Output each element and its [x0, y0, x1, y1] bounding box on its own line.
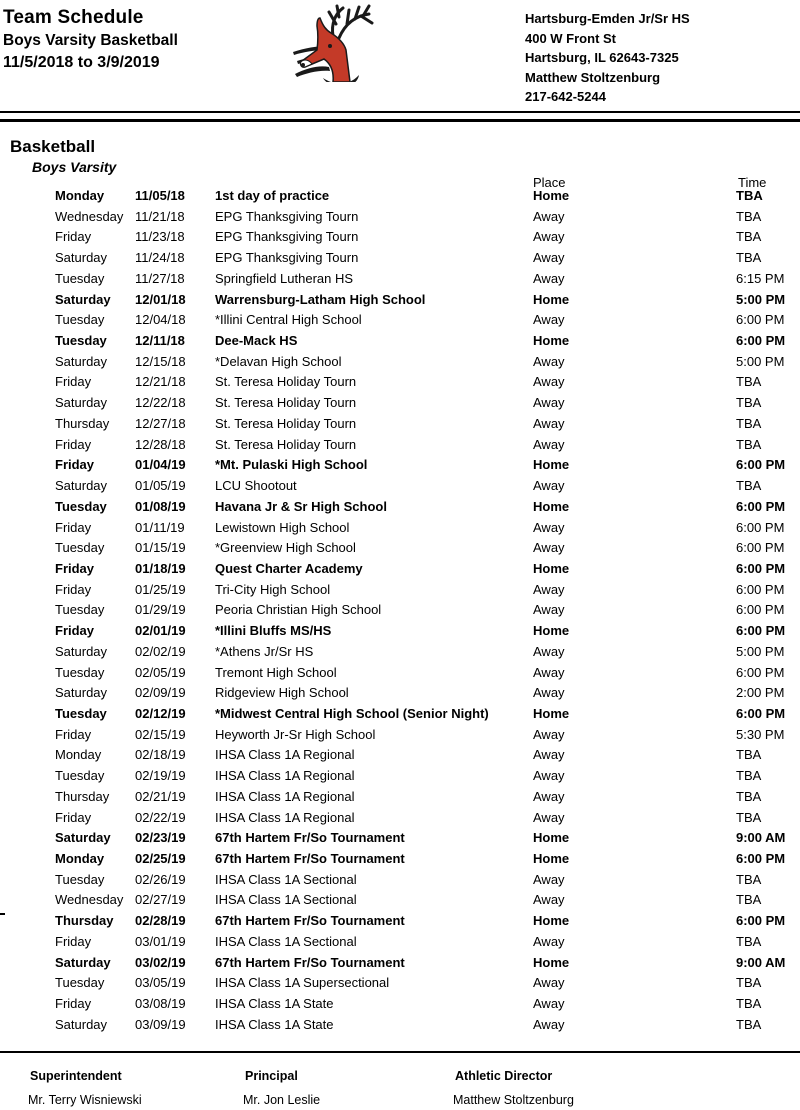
schedule-row — [0, 1015, 800, 1036]
event-title: St. Teresa Holiday Tourn — [215, 395, 357, 411]
event-time: 5:00 PM — [736, 643, 785, 659]
event-time: TBA — [736, 871, 762, 887]
event-time: 6:00 PM — [736, 519, 785, 535]
event-place: Away — [533, 747, 565, 763]
event-date: 12/21/18 — [135, 374, 186, 390]
event-day: Tuesday — [55, 312, 105, 328]
event-time: 6:00 PM — [736, 705, 786, 721]
event-time: TBA — [736, 415, 762, 431]
event-place: Away — [533, 933, 565, 949]
event-place: Away — [533, 478, 565, 494]
event-date: 02/27/19 — [135, 892, 186, 908]
footer-divider — [0, 1051, 800, 1053]
event-date: 11/27/18 — [135, 270, 185, 286]
event-date: 02/05/19 — [135, 664, 186, 680]
event-date: 02/28/19 — [135, 913, 186, 929]
event-place: Away — [533, 685, 565, 701]
schedule-row — [0, 580, 800, 601]
event-day: Saturday — [55, 291, 111, 307]
event-time: TBA — [736, 1016, 762, 1032]
schedule-row — [0, 890, 800, 911]
event-day: Tuesday — [55, 540, 105, 556]
event-time: 9:00 AM — [736, 830, 786, 846]
event-title: St. Teresa Holiday Tourn — [215, 415, 357, 431]
event-date: 03/05/19 — [135, 975, 186, 991]
event-title: Dee-Mack HS — [215, 333, 298, 349]
event-day: Wednesday — [55, 892, 124, 908]
event-day: Tuesday — [55, 705, 107, 721]
event-title: 67th Hartem Fr/So Tournament — [215, 913, 405, 929]
event-day: Saturday — [55, 250, 108, 266]
schedule-row — [0, 953, 800, 974]
event-time: 5:00 PM — [736, 353, 785, 369]
schedule-row — [0, 973, 800, 994]
event-time: 6:00 PM — [736, 560, 786, 576]
schedule-rows — [0, 186, 800, 1035]
schedule-row — [0, 497, 800, 518]
schedule-row — [0, 683, 800, 704]
event-place: Home — [533, 830, 570, 846]
event-title: IHSA Class 1A Supersectional — [215, 975, 390, 991]
event-date: 02/01/19 — [135, 623, 186, 639]
event-date: 01/08/19 — [135, 498, 186, 514]
schedule-row — [0, 870, 800, 891]
event-title: 67th Hartem Fr/So Tournament — [215, 954, 405, 970]
event-day: Saturday — [55, 830, 111, 846]
event-time: TBA — [736, 250, 762, 266]
event-place: Home — [533, 623, 570, 639]
event-day: Tuesday — [55, 664, 105, 680]
event-date: 12/27/18 — [135, 415, 186, 431]
event-place: Home — [533, 188, 570, 203]
schedule-row — [0, 725, 800, 746]
event-place: Home — [533, 457, 570, 473]
event-time: TBA — [736, 436, 762, 452]
footer-name: Mr. Jon Leslie — [243, 1093, 321, 1107]
schedule-row — [0, 642, 800, 663]
event-title: IHSA Class 1A Sectional — [215, 892, 357, 908]
event-day: Saturday — [55, 353, 108, 369]
event-day: Saturday — [55, 1016, 108, 1032]
event-place: Home — [533, 705, 570, 721]
event-date: 02/25/19 — [135, 851, 186, 866]
event-date: 12/22/18 — [135, 395, 186, 411]
event-date: 02/09/19 — [135, 685, 186, 701]
schedule-row — [0, 828, 800, 849]
footer-athletic-director — [455, 1069, 574, 1107]
schedule-row — [0, 290, 800, 311]
event-place: Away — [533, 664, 565, 680]
event-date: 11/21/18 — [135, 208, 185, 224]
event-day: Monday — [55, 188, 105, 203]
event-place: Away — [533, 353, 565, 369]
event-title: IHSA Class 1A State — [215, 996, 334, 1012]
event-time: 5:00 PM — [736, 291, 786, 307]
schedule-row — [0, 393, 800, 414]
schedule-row — [0, 435, 800, 456]
event-title: St. Teresa Holiday Tourn — [215, 436, 357, 452]
schedule-row — [0, 766, 800, 787]
event-title: *Illini Bluffs MS/HS — [215, 623, 332, 639]
schedule-row — [0, 621, 800, 642]
event-time: TBA — [736, 892, 762, 908]
event-title: IHSA Class 1A Regional — [215, 768, 355, 784]
event-date: 11/24/18 — [135, 250, 185, 266]
schedule-row — [0, 269, 800, 290]
event-date: 02/21/19 — [135, 788, 186, 804]
page-title: Team Schedule — [3, 7, 144, 28]
date-range: 11/5/2018 to 3/9/2019 — [3, 54, 160, 71]
event-time: TBA — [736, 768, 762, 784]
sport-heading: Basketball — [10, 137, 96, 156]
event-date: 12/15/18 — [135, 353, 186, 369]
event-date: 02/02/19 — [135, 643, 186, 659]
event-place: Home — [533, 291, 570, 307]
schedule-row — [0, 414, 800, 435]
event-place: Away — [533, 975, 565, 991]
event-day: Saturday — [55, 395, 108, 411]
event-day: Thursday — [55, 788, 110, 804]
team-subtitle: Boys Varsity Basketball — [3, 32, 178, 49]
schedule-row — [0, 787, 800, 808]
event-day: Saturday — [55, 478, 108, 494]
header-divider-bottom — [0, 119, 800, 122]
event-place: Home — [533, 333, 570, 349]
header-divider-top — [0, 111, 800, 113]
schedule-row — [0, 248, 800, 269]
event-place: Away — [533, 436, 565, 452]
event-place: Away — [533, 208, 565, 224]
event-time: TBA — [736, 374, 762, 390]
event-time: 6:00 PM — [736, 540, 785, 556]
event-place: Away — [533, 395, 565, 411]
event-place: Away — [533, 312, 565, 328]
schedule-row — [0, 455, 800, 476]
event-date: 02/23/19 — [135, 830, 186, 846]
event-date: 02/18/19 — [135, 747, 186, 763]
event-day: Friday — [55, 623, 95, 639]
event-day: Saturday — [55, 643, 108, 659]
event-date: 03/08/19 — [135, 996, 186, 1012]
event-title: IHSA Class 1A Sectional — [215, 871, 357, 887]
event-date: 11/23/18 — [135, 229, 185, 245]
schedule-row — [0, 538, 800, 559]
event-title: *Mt. Pulaski High School — [215, 457, 368, 473]
event-place: Away — [533, 415, 565, 431]
event-time: TBA — [736, 975, 762, 991]
column-header-time: Time — [738, 175, 767, 190]
event-date: 12/28/18 — [135, 436, 186, 452]
event-title: *Illini Central High School — [215, 312, 362, 328]
event-place: Away — [533, 374, 565, 390]
schedule-row — [0, 600, 800, 621]
event-title: 67th Hartem Fr/So Tournament — [215, 830, 405, 846]
event-day: Tuesday — [55, 602, 105, 618]
event-title: *Delavan High School — [215, 353, 342, 369]
event-date: 01/25/19 — [135, 581, 186, 597]
organization-block — [525, 9, 690, 107]
footer-name: Matthew Stoltzenburg — [453, 1093, 574, 1107]
event-day: Thursday — [55, 415, 110, 431]
event-time: TBA — [736, 996, 762, 1012]
event-place: Away — [533, 768, 565, 784]
event-place: Away — [533, 788, 565, 804]
event-title: Tremont High School — [215, 664, 337, 680]
event-place: Away — [533, 581, 565, 597]
event-day: Thursday — [55, 913, 114, 929]
event-day: Wednesday — [55, 208, 124, 224]
event-date: 02/15/19 — [135, 726, 186, 742]
event-title: *Midwest Central High School (Senior Night) — [215, 705, 489, 721]
footer-title: Principal — [245, 1069, 298, 1083]
event-day: Monday — [55, 851, 105, 866]
event-title: EPG Thanksgiving Tourn — [215, 229, 359, 245]
event-place: Away — [533, 270, 565, 286]
event-title: 1st day of practice — [215, 188, 330, 203]
footer-title: Athletic Director — [455, 1069, 553, 1083]
event-date: 02/12/19 — [135, 705, 186, 721]
schedule-row — [0, 559, 800, 580]
event-title: IHSA Class 1A Sectional — [215, 933, 357, 949]
event-time: 6:00 PM — [736, 333, 786, 349]
event-day: Friday — [55, 436, 92, 452]
stag-mascot-icon — [293, 2, 375, 82]
schedule-row — [0, 911, 800, 932]
event-time: 6:00 PM — [736, 623, 786, 639]
event-title: Quest Charter Academy — [215, 560, 363, 576]
event-time: TBA — [736, 788, 762, 804]
event-day: Friday — [55, 374, 92, 390]
event-time: 6:15 PM — [736, 270, 785, 286]
footer-principal — [245, 1069, 320, 1107]
event-day: Friday — [55, 933, 92, 949]
event-title: LCU Shootout — [215, 478, 297, 494]
street-address: 400 W Front St — [525, 30, 617, 46]
schedule-row — [0, 849, 800, 870]
event-date: 01/29/19 — [135, 602, 186, 618]
schedule-row — [0, 352, 800, 373]
event-place: Home — [533, 851, 570, 866]
event-time: TBA — [736, 809, 762, 825]
event-day: Tuesday — [55, 333, 107, 349]
event-place: Home — [533, 560, 570, 576]
event-time: 6:00 PM — [736, 602, 785, 618]
event-title: Heyworth Jr-Sr High School — [215, 726, 376, 742]
event-day: Saturday — [55, 685, 108, 701]
event-place: Away — [533, 726, 565, 742]
event-date: 02/22/19 — [135, 809, 186, 825]
event-date: 12/11/18 — [135, 333, 185, 349]
event-day: Tuesday — [55, 975, 105, 991]
event-place: Home — [533, 913, 570, 929]
event-date: 12/04/18 — [135, 312, 186, 328]
event-title: Havana Jr & Sr High School — [215, 498, 387, 514]
event-place: Away — [533, 809, 565, 825]
city-state-zip: Hartsburg, IL 62643-7325 — [525, 50, 679, 65]
event-title: EPG Thanksgiving Tourn — [215, 208, 359, 224]
event-title: IHSA Class 1A State — [215, 1016, 334, 1032]
event-date: 01/04/19 — [135, 457, 186, 473]
school-name: Hartsburg-Emden Jr/Sr HS — [525, 11, 690, 26]
schedule-row — [0, 663, 800, 684]
event-date: 03/09/19 — [135, 1016, 186, 1032]
event-place: Away — [533, 602, 565, 618]
event-place: Away — [533, 540, 565, 556]
schedule-row — [0, 704, 800, 725]
event-time: 5:30 PM — [736, 726, 785, 742]
team-heading: Boys Varsity — [32, 159, 117, 175]
event-time: 6:00 PM — [736, 498, 786, 514]
event-title: Tri-City High School — [215, 581, 331, 597]
schedule-row — [0, 476, 800, 497]
event-place: Away — [533, 871, 565, 887]
event-time: 2:00 PM — [736, 685, 785, 701]
event-day: Tuesday — [55, 270, 105, 286]
event-day: Friday — [55, 581, 92, 597]
event-place: Away — [533, 892, 565, 908]
event-date: 02/26/19 — [135, 871, 186, 887]
event-date: 01/05/19 — [135, 478, 186, 494]
event-date: 01/18/19 — [135, 560, 186, 576]
event-place: Away — [533, 996, 565, 1012]
event-day: Saturday — [55, 954, 111, 970]
schedule-row — [0, 227, 800, 248]
event-place: Home — [533, 954, 570, 970]
event-date: 11/05/18 — [135, 188, 185, 203]
schedule-row — [0, 310, 800, 331]
event-date: 02/19/19 — [135, 768, 186, 784]
event-date: 01/15/19 — [135, 540, 186, 556]
event-day: Friday — [55, 229, 92, 245]
event-day: Tuesday — [55, 871, 105, 887]
event-title: Ridgeview High School — [215, 685, 349, 701]
event-title: Warrensburg-Latham High School — [215, 291, 426, 307]
event-day: Monday — [55, 747, 102, 763]
event-time: TBA — [736, 395, 762, 411]
event-title: EPG Thanksgiving Tourn — [215, 250, 359, 266]
event-title: IHSA Class 1A Regional — [215, 809, 355, 825]
contact-phone: 217-642-5244 — [525, 89, 606, 104]
event-time: TBA — [736, 747, 762, 763]
event-title: IHSA Class 1A Regional — [215, 747, 355, 763]
event-time: 6:00 PM — [736, 851, 786, 866]
column-header-place: Place — [533, 175, 566, 190]
event-place: Home — [533, 498, 570, 514]
event-day: Friday — [55, 809, 92, 825]
event-time: 6:00 PM — [736, 312, 785, 328]
event-date: 01/11/19 — [135, 519, 185, 535]
schedule-row — [0, 372, 800, 393]
event-time: 6:00 PM — [736, 457, 786, 473]
event-time: TBA — [736, 478, 762, 494]
footer-title: Superintendent — [30, 1069, 122, 1083]
event-date: 12/01/18 — [135, 291, 186, 307]
event-time: 6:00 PM — [736, 913, 786, 929]
event-time: TBA — [736, 933, 762, 949]
event-day: Tuesday — [55, 768, 105, 784]
schedule-row — [0, 994, 800, 1015]
schedule-row — [0, 331, 800, 352]
schedule-row — [0, 207, 800, 228]
event-place: Away — [533, 643, 565, 659]
schedule-row — [0, 518, 800, 539]
event-day: Tuesday — [55, 498, 107, 514]
event-title: Peoria Christian High School — [215, 602, 382, 618]
event-place: Away — [533, 1016, 565, 1032]
event-title: Springfield Lutheran HS — [215, 270, 354, 286]
event-time: 6:00 PM — [736, 581, 785, 597]
event-day: Friday — [55, 560, 95, 576]
event-date: 03/02/19 — [135, 954, 186, 970]
scan-artifact — [0, 913, 5, 915]
event-title: IHSA Class 1A Regional — [215, 788, 355, 804]
footer-superintendent — [30, 1069, 142, 1107]
event-day: Friday — [55, 457, 95, 473]
event-day: Friday — [55, 726, 92, 742]
event-title: *Athens Jr/Sr HS — [215, 643, 314, 659]
event-title: 67th Hartem Fr/So Tournament — [215, 851, 405, 866]
event-time: TBA — [736, 208, 762, 224]
event-time: TBA — [736, 229, 762, 245]
schedule-row — [0, 808, 800, 829]
event-date: 03/01/19 — [135, 933, 186, 949]
footer-name: Mr. Terry Wisniewski — [28, 1093, 142, 1107]
event-day: Friday — [55, 996, 92, 1012]
schedule-row — [0, 745, 800, 766]
contact-name: Matthew Stoltzenburg — [525, 69, 661, 85]
event-title: Lewistown High School — [215, 519, 350, 535]
event-time: 6:00 PM — [736, 664, 785, 680]
schedule-row — [0, 186, 800, 207]
event-time: TBA — [736, 188, 763, 203]
event-time: 9:00 AM — [736, 954, 786, 970]
event-place: Away — [533, 250, 565, 266]
event-place: Away — [533, 519, 565, 535]
event-title: *Greenview High School — [215, 540, 356, 556]
event-place: Away — [533, 229, 565, 245]
event-title: St. Teresa Holiday Tourn — [215, 374, 357, 390]
schedule-row — [0, 932, 800, 953]
event-day: Friday — [55, 519, 92, 535]
